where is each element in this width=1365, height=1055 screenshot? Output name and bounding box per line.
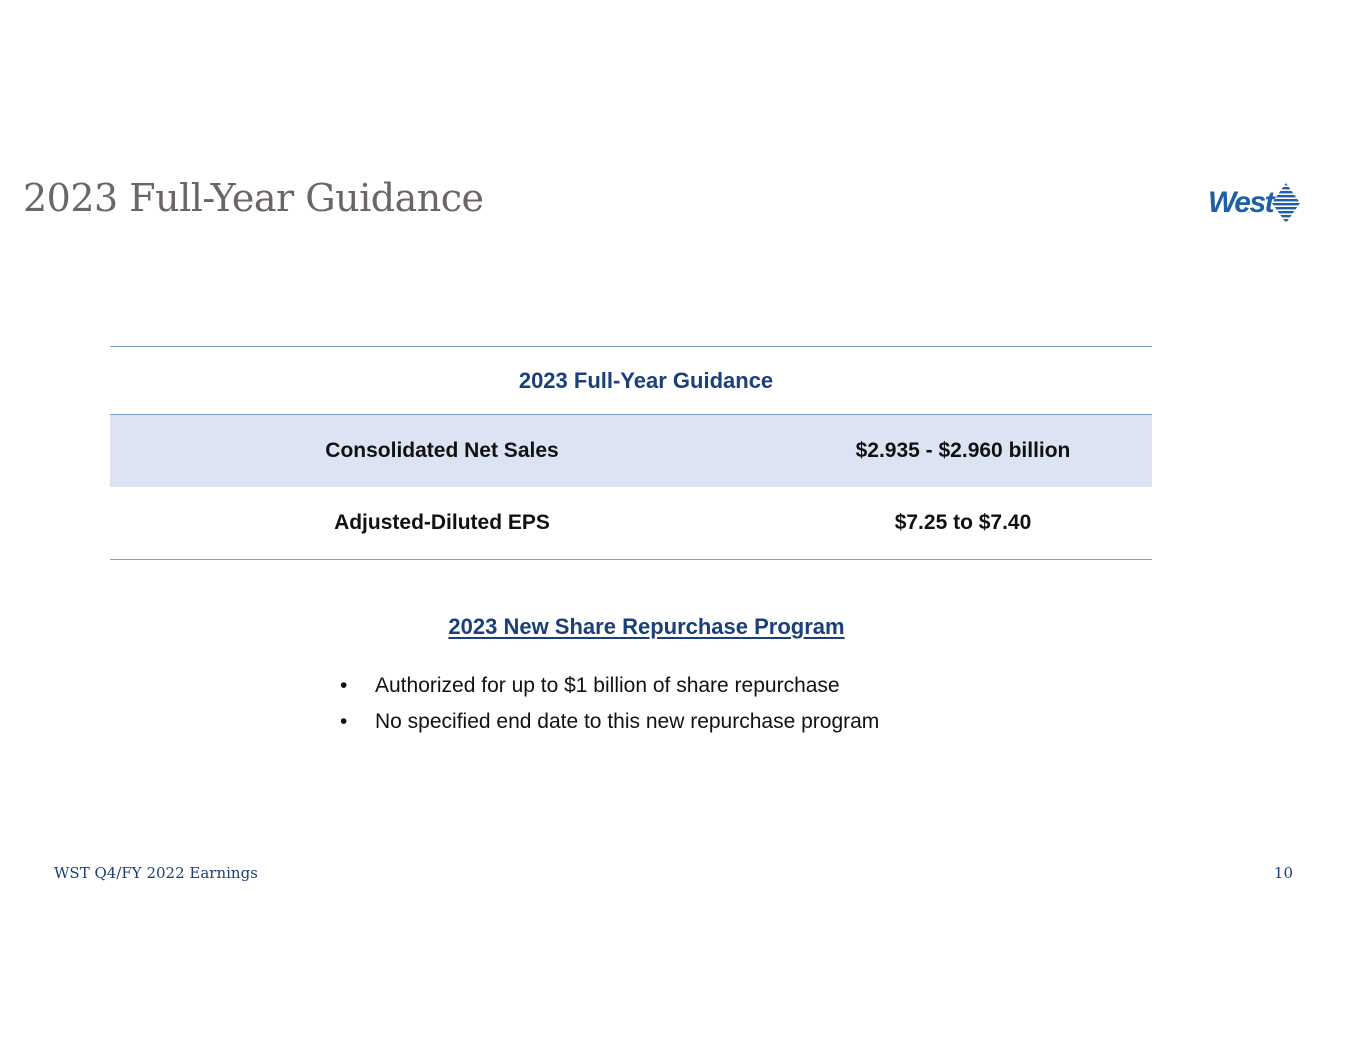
west-logo [1208, 180, 1320, 226]
footer-label: WST Q4/FY 2022 Earnings [54, 864, 258, 882]
repurchase-bullet-list [340, 668, 879, 740]
bullet-text: Authorized for up to $1 billion of share repurchase [375, 674, 840, 697]
repurchase-heading: 2023 New Share Repurchase Program [448, 614, 845, 639]
page-number: 10 [1273, 864, 1293, 882]
bullet-icon: • [340, 710, 348, 733]
logo-wordmark: West [1208, 186, 1274, 219]
guidance-table-header: 2023 Full-Year Guidance [110, 347, 1152, 415]
bullet-icon: • [340, 674, 348, 697]
list-item [340, 668, 879, 704]
net-sales-label: Consolidated Net Sales [110, 415, 774, 488]
net-sales-value: $2.935 - $2.960 billion [774, 415, 1152, 488]
bullet-text: No specified end date to this new repurchase program [375, 710, 880, 733]
slide-title: 2023 Full-Year Guidance [23, 176, 484, 220]
table-row-eps [110, 487, 1152, 560]
diamond-stripes-icon [1271, 182, 1301, 224]
list-item [340, 704, 879, 740]
table-row-net-sales [110, 415, 1152, 488]
guidance-table [110, 346, 1152, 560]
guidance-table-header-row [110, 347, 1152, 415]
eps-label: Adjusted-Diluted EPS [110, 487, 774, 560]
eps-value: $7.25 to $7.40 [774, 487, 1152, 560]
